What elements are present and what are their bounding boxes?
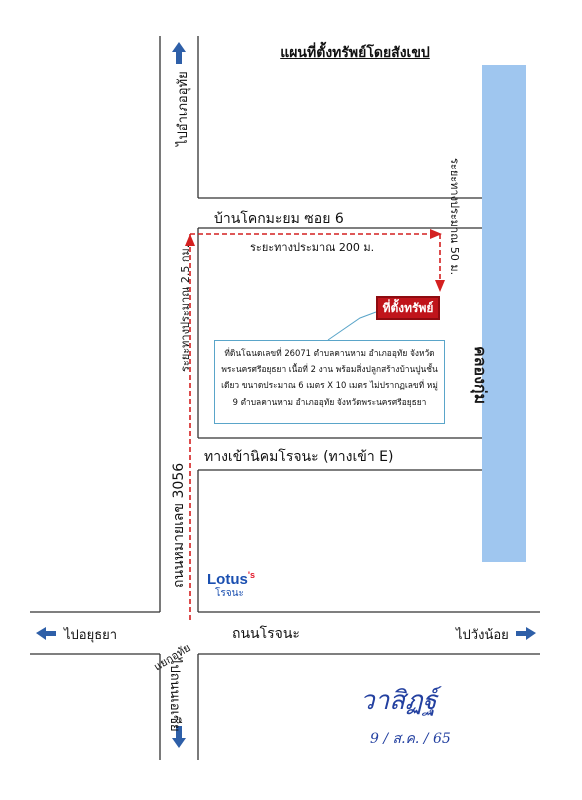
distance-200m-label: ระยะทางประมาณ 200 ม.	[250, 241, 375, 254]
direction-south-label: ไปถนนเอเซีย	[167, 658, 182, 732]
route-arrow-down	[435, 280, 445, 292]
soi6-label: บ้านโคกมะยม ซอย 6	[214, 211, 344, 227]
canal-label: คลองกุ่ม	[471, 346, 490, 405]
highway-3056-label: ถนนหมายเลข 3056	[171, 462, 187, 588]
site-label: ที่ตั้งทรัพย์	[382, 300, 434, 315]
property-callout	[214, 340, 445, 424]
distance-50m-label: ระยะทางประมาณ 50 ม.	[448, 158, 461, 276]
lotus-branch: โรจนะ	[215, 588, 244, 599]
arrow-north	[172, 42, 186, 64]
entrance-label: ทางเข้านิคมโรจนะ (ทางเข้า E)	[204, 449, 394, 465]
callout-text: ที่ดินโฉนดเลขที่ 26071 ตำบลคานหาม อำเภออุทัย จังหวัดพระนครศรีอยุธยา เนื้อที่ 2 งาน พร้อมสิ่งปลูกสร้างบ้านปูนชั้นเดียว ขนาดประมาณ 6 เมตร X 10 เมตร ไม่ปรากฏเลขที่ หมู่ 9 ตำบลคานหาม อำเภออุทัย จังหวัดพระนครศรีอยุธยา	[221, 348, 438, 407]
signature-date: 9 / ส.ค. / 65	[370, 731, 451, 747]
route-lines	[190, 234, 440, 620]
direction-east-label: ไปวังน้อย	[456, 628, 509, 643]
arrow-east	[516, 627, 536, 640]
site-marker	[376, 296, 440, 320]
direction-north-label: ไปอำเภออุทัย	[176, 71, 191, 146]
rojana-road-label: ถนนโรจนะ	[232, 626, 300, 642]
callout-pointer	[328, 312, 376, 340]
direction-west-label: ไปอยุธยา	[64, 628, 118, 643]
lotus-brand-mark: 's	[247, 570, 255, 580]
junction-label: แยกอุทัย	[151, 641, 193, 674]
distance-2-5km-label: ระยะทางประมาณ 2.5 กม.	[179, 244, 192, 372]
map-title: แผนที่ตั้งทรัพย์โดยสังเขป	[280, 45, 430, 61]
signature: วาสิฏฐ์	[360, 686, 437, 716]
arrow-west	[36, 627, 56, 640]
lotus-brand: Lotus	[207, 571, 248, 588]
